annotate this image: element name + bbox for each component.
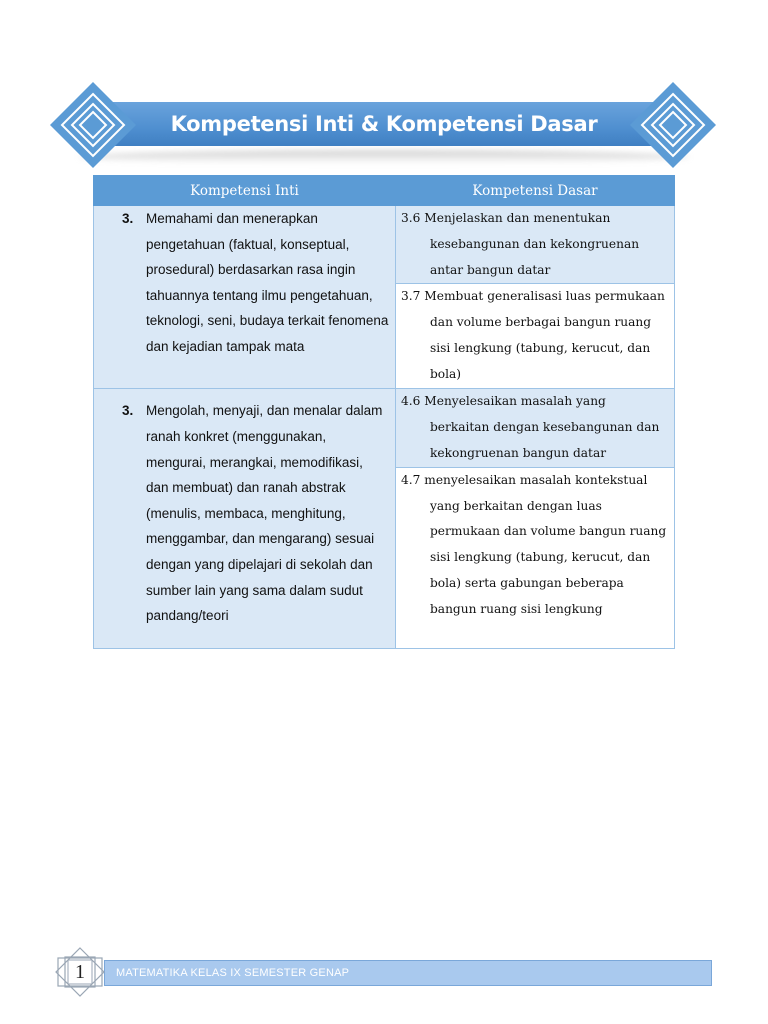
page-title: Kompetensi Inti & Kompetensi Dasar <box>170 112 598 136</box>
kd-text <box>401 389 668 466</box>
kd-description: Menyelesaikan masalah yang berkaitan dengan kesebangunan dan kekongruenan bangun datar <box>424 394 660 460</box>
kd-number: 4.6 <box>401 394 421 409</box>
ki-cell <box>94 206 396 389</box>
footer-title: MATEMATIKA KELAS IX SEMESTER GENAP <box>116 967 350 979</box>
kd-text <box>401 284 668 387</box>
kd-text <box>401 206 668 283</box>
kd-cell <box>396 389 675 467</box>
ki-item <box>94 206 395 360</box>
kd-description: Menjelaskan dan menentukan kesebangunan dan kekongruenan antar bangun datar <box>424 211 640 277</box>
kd-item <box>396 468 674 623</box>
kd-cell <box>396 467 675 648</box>
kd-cell <box>396 284 675 389</box>
header-kompetensi-inti: Kompetensi Inti <box>94 176 396 206</box>
table-header-row <box>94 176 675 206</box>
ki-cell <box>94 389 396 648</box>
ki-number: 3. <box>122 403 134 419</box>
kd-cell <box>396 206 675 284</box>
kd-number: 4.7 <box>401 472 421 487</box>
kd-item <box>396 206 674 283</box>
ki-text: Memahami dan menerapkan pengetahuan (faktual, konseptual, prosedural) berdasarkan rasa ingin tahuannya tentang ilmu pengetahuan, teknologi, seni, budaya terkait fenomena dan kejadian tampak mata <box>146 211 389 354</box>
kd-description: menyelesaikan masalah kontekstual yang berkaitan dengan luas permukaan dan volume bangun ruang sisi lengkung (tabung, kerucut, dan bola) serta gabungan beberapa bangun ruang sisi lengkung <box>424 472 667 616</box>
diamond-ornament-right-icon <box>628 80 718 170</box>
ki-text: Mengolah, menyaji, dan menalar dalam ranah konkret (menggunakan, mengurai, merangkai, memodifikasi, dan membuat) dan ranah abstrak (menulis, membaca, menghitung, menggambar, dan mengarang) sesuai dengan yang dipelajari di sekolah dan sumber lain yang sama dalam sudut pandang/teori <box>146 403 383 624</box>
banner-shadow <box>78 150 690 164</box>
competency-table <box>93 175 675 649</box>
ki-item <box>94 389 395 628</box>
kd-item <box>396 284 674 387</box>
kd-description: Membuat generalisasi luas permukaan dan volume berbagai bangun ruang sisi lengkung (tabung, kerucut, dan bola) <box>424 289 665 381</box>
table-row <box>94 206 675 284</box>
kd-number: 3.6 <box>401 211 421 225</box>
kd-number: 3.7 <box>401 289 421 304</box>
header-kompetensi-dasar: Kompetensi Dasar <box>396 176 675 206</box>
page-number: 1 <box>75 961 85 983</box>
diamond-ornament-left-icon <box>48 80 138 170</box>
kd-text <box>401 468 668 623</box>
table-row <box>94 389 675 467</box>
ki-number: 3. <box>122 211 134 226</box>
kd-item <box>396 389 674 466</box>
